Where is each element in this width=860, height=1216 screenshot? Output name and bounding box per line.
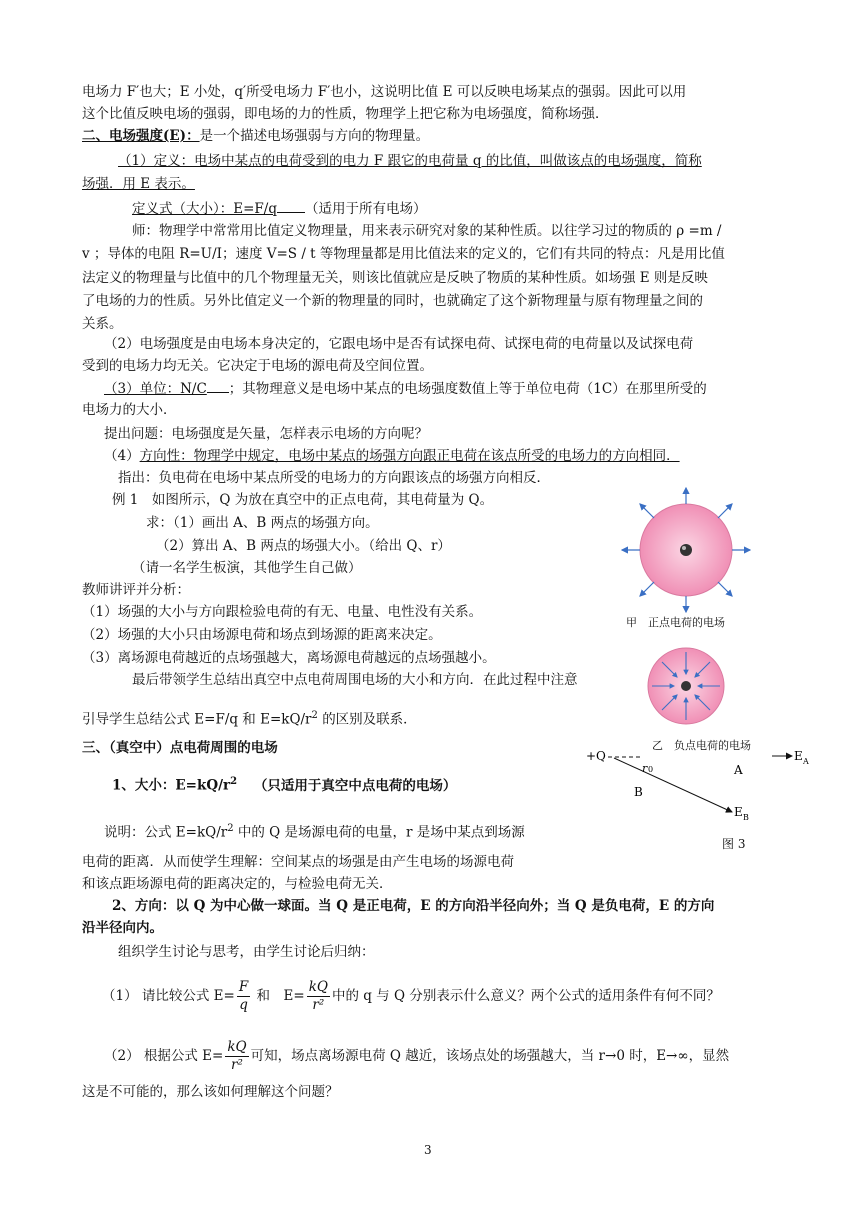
text-span: 1、大小：E=kQ/r (112, 777, 231, 794)
eb-vector (614, 758, 732, 812)
ea-label: E (794, 749, 803, 763)
text-line: 电荷的距离．从而使学生理解：空间某点的场强是由产生电场的场源电荷 (82, 854, 514, 870)
text-line: 这个比值反映电场的强弱，即电场的力的性质，物理学上把它称为电场强度，简称场强． (82, 106, 609, 122)
distance-subscript: 0 (648, 765, 654, 774)
text-span: 的区别及联系． (322, 711, 417, 728)
question-number: （1） (102, 988, 138, 1004)
text-span: （只适用于真空中点电荷的电场） (253, 777, 457, 794)
section-two-line (82, 126, 429, 146)
direction-line (104, 446, 680, 466)
text-span: 和 E= (256, 988, 305, 1004)
text-span: 请比较公式 E= (141, 988, 235, 1004)
superscript: 2 (311, 710, 318, 721)
question-1 (102, 976, 720, 1016)
charge-dot (681, 681, 691, 691)
text-line: （2）算出 A、B 两点的场强大小。（给出 Q、r） (156, 538, 451, 554)
text-line: 了电场的力的性质。另外比值定义一个新的物理量的同时，也就确定了这个新物理量与原有物理量之间的 (82, 293, 703, 309)
text-line: （2）场强的大小只由场源电荷和场点到场源的距离来决定。 (82, 627, 442, 643)
text-line: （2）电场强度是由电场本身决定的，它跟电场中是否有试探电荷、试探电荷的电荷量以及试探电荷 (104, 336, 694, 352)
charge-label: +Q (586, 749, 606, 763)
text-span: 是一个描述电场强弱与方向的物理量。 (199, 128, 430, 144)
eb-label: E (734, 805, 743, 819)
text-line: 这是不可能的，那么该如何理解这个问题？ (82, 1084, 339, 1100)
magnitude-line (112, 772, 456, 796)
positive-charge-field-figure (618, 484, 754, 614)
text-line: 组织学生讨论与思考，由学生讨论后归纳： (118, 944, 375, 960)
explain-line (104, 819, 525, 843)
charge-dot (680, 544, 692, 556)
example-title: 例 1 如图所示，Q 为放在真空中的正点电荷，其电荷量为 Q。 (112, 492, 494, 508)
page-number: 3 (424, 1143, 432, 1157)
text-line: 法定义的物理量与比值中的几个物理量无关，则该比值就应是反映了物质的某种性质。如场强 E 则是反映 (82, 270, 708, 286)
figure-caption: 乙 负点电荷的电场 (652, 739, 751, 752)
fraction-kq-over-r2: $\frac{kQ}{\text{r²}}$ (227, 1039, 247, 1073)
text-line: 指出：负电荷在电场中某点所受的电场力的方向跟该点的场强方向相反． (118, 470, 550, 486)
text-span: （适用于所有电场） (304, 201, 427, 217)
text-line: v ；导体的电阻 R=U/I；速度 V=S / t 等物理量都是用比值法来的定义的，它们有共同的特点：凡是用比值 (82, 246, 725, 262)
direction-definition: 方向性：物理学中规定，电场中某点的场强方向跟正电荷在该点所受的电场力的方向相同． (139, 448, 680, 464)
text-span: 中的 Q 是场源电荷的电量，r 是场中某点到场源 (237, 824, 525, 841)
question-2 (104, 1036, 729, 1076)
ea-subscript: A (803, 757, 809, 766)
definition-formula: 定义式（大小）：E=F/q (132, 201, 277, 217)
section-heading: 三、（真空中）点电荷周围的电场 (82, 740, 278, 756)
fraction-kq-over-r2: $\frac{kQ}{\text{r²}}$ (308, 979, 328, 1013)
negative-charge-field-figure (644, 644, 728, 728)
figure-caption: 甲 正点电荷的电场 (626, 616, 725, 629)
text-line: 电场力 F′也大；E 小处，q′所受电场力 F′也小，这说明比值 E 可以反映电场某点的强弱。因此可以用 (82, 84, 687, 100)
text-line: 求：（1）画出 A、B 两点的场强方向。 (146, 515, 379, 531)
question-number: （2） (104, 1048, 140, 1064)
direction-rule: 沿半径向内。 (82, 920, 163, 936)
text-span: 可知，场点离场源电荷 Q 越近，该场点处的场强越大，当 r→0 时，E→∞，显然 (250, 1048, 730, 1064)
text-span: 说明：公式 E=kQ/r (104, 824, 228, 841)
text-line: 关系。 (82, 316, 123, 332)
text-line: 电场力的大小． (82, 402, 177, 418)
text-line: 受到的电场力均无关。它决定于电场的源电荷及空间位置。 (82, 358, 433, 374)
text-span: 中的 q 与 Q 分别表示什么意义？两个公式的适用条件有何不同？ (331, 988, 720, 1004)
formula-compare-line (82, 706, 417, 730)
text-span: ；其物理意义是电场中某点的电场强度数值上等于单位电荷（1C）在那里所受的 (228, 381, 707, 397)
eb-subscript: B (743, 813, 749, 822)
text-line: 师：物理学中常常用比值定义物理量，用来表示研究对象的某种性质。以往学习过的物质的 ρ =m / (132, 223, 722, 239)
definition-line: 场强．用 E 表示。 (82, 176, 195, 192)
text-line: （请一名学生板演，其他学生自己做） (132, 560, 362, 576)
text-line: 最后带领学生总结出真空中点电荷周围电场的大小和方向．在此过程中注意 (132, 672, 578, 688)
definition-line: （1）定义：电场中某点的电荷受到的电力 F 跟它的电荷量 q 的比值，叫做该点的电场强度，简称 (118, 153, 702, 169)
text-line: （1）场强的大小与方向跟检验电荷的有无、电量、电性没有关系。 (82, 604, 483, 620)
text-span: 根据公式 E= (143, 1048, 224, 1064)
superscript: 2 (227, 823, 234, 834)
point-a-label: A (734, 763, 743, 777)
text-line: （3）离场源电荷越近的点场强越大，离场源电荷越远的点场强越小。 (82, 650, 496, 666)
text-line: 提出问题：电场强度是矢量，怎样表示电场的方向呢？ (104, 426, 428, 442)
text-span: 引导学生总结公式 E=F/q 和 E=kQ/r (82, 711, 312, 728)
text-span: （4） (104, 448, 140, 464)
section-heading: 二、电场强度(E)： (82, 128, 200, 144)
text-line: 教师讲评并分析： (82, 582, 190, 598)
unit-line (104, 378, 707, 399)
figure-3-diagram (584, 744, 814, 824)
direction-rule: 2、方向：以 Q 为中心做一球面。当 Q 是正电荷，E 的方向沿半径向外；当 Q 是负电荷，E 的方向 (112, 898, 715, 914)
superscript: 2 (230, 776, 238, 787)
fraction-f-over-q: $\frac{F}{q}$ (238, 979, 249, 1013)
point-b-label: B (634, 785, 643, 799)
figure-caption: 图 3 (722, 837, 746, 851)
text-line: 和该点距场源电荷的距离决定的，与检验电荷无关． (82, 876, 393, 892)
unit-label: （3）单位：N/C (104, 381, 207, 397)
definition-formula-line (132, 198, 426, 219)
distance-label: r (642, 762, 648, 775)
